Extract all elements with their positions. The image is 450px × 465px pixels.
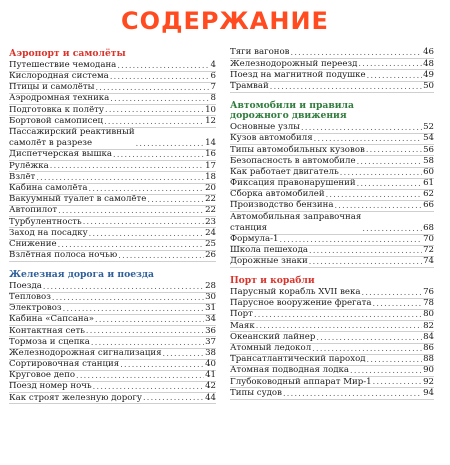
toc-entry-title: Кислородная система bbox=[9, 71, 109, 82]
toc-entry-title: Парусный корабль XVII века bbox=[230, 287, 361, 298]
toc-entry-page: 4 bbox=[210, 59, 216, 70]
dot-leader bbox=[357, 157, 422, 167]
toc-entry-title: Сборка автомобилей bbox=[230, 189, 325, 200]
toc-entry-page: 14 bbox=[205, 138, 216, 149]
toc-entry-title: Сортировочная станция bbox=[9, 359, 120, 370]
dot-leader bbox=[270, 82, 422, 92]
dot-leader bbox=[43, 282, 204, 292]
toc-entry-title: Как работает двигатель bbox=[230, 166, 339, 177]
toc-entry[interactable] bbox=[9, 349, 216, 360]
toc-entry-title: Диспетчерская вышка bbox=[9, 149, 112, 160]
toc-entry-title: Глубоководный аппарат Мир-1 bbox=[230, 376, 372, 387]
toc-entry-page: 12 bbox=[205, 115, 216, 126]
toc-entry-title: Аэродромная техника bbox=[9, 93, 110, 104]
toc-entry[interactable] bbox=[9, 393, 216, 404]
dot-leader bbox=[283, 389, 422, 399]
toc-entry[interactable] bbox=[9, 94, 216, 105]
toc-entry[interactable] bbox=[9, 61, 216, 72]
toc-entry-page: 37 bbox=[205, 336, 216, 347]
toc-entry-page: 94 bbox=[423, 387, 434, 398]
toc-entry-page: 18 bbox=[205, 171, 216, 182]
toc-entry[interactable] bbox=[9, 172, 216, 183]
toc-entry-title: Круговое депо bbox=[9, 370, 75, 381]
dot-leader bbox=[163, 349, 205, 359]
dot-leader bbox=[312, 344, 422, 354]
dot-leader bbox=[256, 321, 422, 331]
toc-entry[interactable] bbox=[230, 59, 434, 70]
toc-entry[interactable] bbox=[230, 201, 434, 212]
toc-entry-page: 38 bbox=[205, 347, 216, 358]
toc-entry[interactable] bbox=[9, 217, 216, 228]
toc-entry-title: Поезд номер ночь bbox=[9, 381, 92, 392]
section-heading: Аэропорт и самолёты bbox=[9, 48, 126, 59]
dot-leader bbox=[373, 377, 422, 387]
dot-leader bbox=[95, 315, 204, 325]
dot-leader bbox=[117, 61, 209, 71]
dot-leader bbox=[358, 59, 422, 69]
toc-entry-title: Электровоз bbox=[9, 303, 62, 314]
toc-entry[interactable] bbox=[9, 161, 216, 172]
toc-entry-title: Типы автомобильных кузовов bbox=[230, 144, 365, 155]
toc-entry[interactable] bbox=[230, 332, 434, 343]
toc-entry-title: Турбулентность bbox=[9, 216, 82, 227]
dot-leader bbox=[309, 257, 422, 267]
toc-entry[interactable] bbox=[9, 251, 216, 262]
toc-entry[interactable] bbox=[230, 134, 434, 145]
dot-leader bbox=[88, 184, 204, 194]
toc-entry-page: 41 bbox=[205, 370, 216, 381]
toc-entry-title: Тепловоз bbox=[9, 291, 51, 302]
dot-leader bbox=[91, 338, 204, 348]
toc-entry-page: 80 bbox=[423, 309, 434, 320]
dot-leader bbox=[63, 304, 204, 314]
toc-entry[interactable] bbox=[230, 299, 434, 310]
dot-leader bbox=[89, 229, 204, 239]
section-heading: Автомобили и правила дорожного движения bbox=[230, 99, 354, 122]
toc-entry[interactable] bbox=[9, 326, 216, 337]
dot-leader bbox=[309, 246, 422, 256]
toc-entry-page: 54 bbox=[423, 133, 434, 144]
dot-leader bbox=[301, 123, 422, 133]
toc-entry-title: Океанский лайнер bbox=[230, 331, 316, 342]
toc-column-left bbox=[9, 48, 216, 404]
page-title: СОДЕРЖАНИЕ bbox=[121, 7, 329, 35]
toc-entry-title: Бортовой самописец bbox=[9, 115, 104, 126]
toc-entry-page: 22 bbox=[205, 194, 216, 205]
toc-entry[interactable] bbox=[9, 371, 216, 382]
section-gap bbox=[9, 262, 216, 269]
toc-entry-title: Подготовка к полёту bbox=[9, 104, 104, 115]
toc-entry-title: Железнодорожный переезд bbox=[230, 58, 358, 69]
toc-entry-title: Взлётная полоса ночью bbox=[9, 250, 118, 261]
toc-entry-page: 6 bbox=[210, 71, 216, 82]
toc-entry-title: Школа пешехода bbox=[230, 245, 308, 256]
toc-entry[interactable] bbox=[230, 377, 434, 388]
toc-entry-page: 78 bbox=[423, 298, 434, 309]
toc-entry-title: Основные узлы bbox=[230, 122, 301, 133]
toc-entry-page: 26 bbox=[205, 250, 216, 261]
toc-entry-page: 72 bbox=[423, 245, 434, 256]
toc-entry-page: 40 bbox=[205, 359, 216, 370]
toc-entry[interactable] bbox=[230, 321, 434, 332]
toc-entry-page: 48 bbox=[423, 58, 434, 69]
toc-entry[interactable] bbox=[230, 288, 434, 299]
toc-entry-page: 34 bbox=[205, 314, 216, 325]
dot-leader bbox=[314, 134, 422, 144]
toc-entry[interactable] bbox=[230, 388, 434, 399]
toc-entry-page: 86 bbox=[423, 343, 434, 354]
dot-leader bbox=[291, 48, 423, 58]
toc-entry-page: 10 bbox=[205, 104, 216, 115]
toc-entry-title: Порт bbox=[230, 309, 253, 320]
dot-leader bbox=[110, 72, 210, 82]
toc-entry-page: 70 bbox=[423, 234, 434, 245]
toc-entry[interactable] bbox=[9, 150, 216, 161]
dot-leader bbox=[340, 168, 422, 178]
toc-entry[interactable] bbox=[9, 83, 216, 94]
dot-leader bbox=[357, 179, 422, 189]
toc-entry-title: Как строят железную дорогу bbox=[9, 392, 142, 403]
dot-leader bbox=[113, 150, 204, 160]
toc-entry-title: Трамвай bbox=[230, 80, 269, 91]
toc-entry-title: Трансатлантический пароход bbox=[230, 354, 366, 365]
toc-entry-page: 74 bbox=[423, 256, 434, 267]
toc-entry-title: Парусное вооружение фрегата bbox=[230, 298, 372, 309]
toc-entry-page: 56 bbox=[423, 144, 434, 155]
toc-entry[interactable] bbox=[230, 168, 434, 179]
toc-entry-page: 84 bbox=[423, 331, 434, 342]
toc-entry[interactable] bbox=[9, 116, 216, 127]
toc-entry[interactable] bbox=[9, 281, 216, 292]
toc-column-right bbox=[230, 48, 434, 400]
dot-leader bbox=[326, 190, 422, 200]
toc-entry-page: 60 bbox=[423, 166, 434, 177]
dot-leader bbox=[143, 393, 204, 403]
toc-entry-page: 50 bbox=[423, 80, 434, 91]
toc-entry[interactable] bbox=[9, 228, 216, 239]
toc-entry-page: 17 bbox=[205, 160, 216, 171]
toc-entry-page: 7 bbox=[210, 82, 216, 93]
toc-entry[interactable] bbox=[9, 315, 216, 326]
toc-entry[interactable] bbox=[9, 206, 216, 217]
toc-entry-title: Атомная подводная лодка bbox=[230, 365, 350, 376]
dot-leader bbox=[366, 145, 422, 155]
toc-entry-title: Фиксация правонарушений bbox=[230, 178, 356, 189]
toc-entry-page: 20 bbox=[205, 182, 216, 193]
dot-leader bbox=[350, 366, 422, 376]
toc-entry-page: 30 bbox=[205, 291, 216, 302]
toc-entry-title: Тяги вагонов bbox=[230, 47, 290, 58]
toc-entry-page: 31 bbox=[205, 303, 216, 314]
toc-entry-page: 46 bbox=[423, 47, 434, 58]
toc-entry-title: Контактная сеть bbox=[9, 325, 85, 336]
toc-entry-page: 90 bbox=[423, 365, 434, 376]
toc-entry[interactable] bbox=[230, 70, 434, 81]
section-gap bbox=[230, 93, 434, 100]
dot-leader bbox=[95, 83, 209, 93]
dot-leader bbox=[373, 299, 423, 309]
dot-leader bbox=[83, 217, 204, 227]
toc-entry[interactable] bbox=[230, 48, 434, 59]
toc-entry-title: Маяк bbox=[230, 320, 255, 331]
toc-entry[interactable] bbox=[9, 382, 216, 393]
dot-leader bbox=[36, 173, 204, 183]
toc-entry-page: 23 bbox=[205, 216, 216, 227]
dot-leader bbox=[93, 382, 204, 392]
dot-leader bbox=[362, 288, 423, 298]
toc-entry[interactable] bbox=[230, 212, 434, 234]
toc-entry[interactable] bbox=[230, 235, 434, 246]
dot-leader bbox=[50, 161, 204, 171]
toc-entry-title: Производство бензина bbox=[230, 200, 334, 211]
toc-entry[interactable] bbox=[9, 184, 216, 195]
toc-entry[interactable] bbox=[230, 344, 434, 355]
toc-entry-title: Атомный ледокол bbox=[230, 343, 312, 354]
toc-entry[interactable] bbox=[9, 240, 216, 251]
dot-leader bbox=[362, 224, 422, 234]
toc-entry-page: 44 bbox=[205, 392, 216, 403]
toc-entry-title: Кузов автомобиля bbox=[230, 133, 313, 144]
section-heading: Железная дорога и поезда bbox=[9, 268, 154, 280]
toc-entry[interactable] bbox=[230, 355, 434, 366]
dot-leader bbox=[58, 240, 204, 250]
toc-entry-title: Пассажирский реактивный самолёт в разрезе bbox=[9, 127, 135, 149]
dot-leader bbox=[147, 195, 204, 205]
toc-entry-page: 88 bbox=[423, 354, 434, 365]
toc-entry[interactable] bbox=[230, 82, 434, 93]
dot-leader bbox=[52, 293, 204, 303]
dot-leader bbox=[76, 371, 204, 381]
toc-entry-title: Тормоза и сцепка bbox=[9, 336, 90, 347]
dot-leader bbox=[118, 251, 204, 261]
toc-entry-page: 68 bbox=[423, 222, 434, 233]
toc-entry-page: 36 bbox=[205, 325, 216, 336]
toc-entry[interactable] bbox=[9, 72, 216, 83]
dot-leader bbox=[104, 117, 204, 127]
toc-entry-title: Поезд на магнитной подушке bbox=[230, 69, 366, 80]
toc-entry[interactable] bbox=[9, 128, 216, 150]
toc-entry-page: 58 bbox=[423, 155, 434, 166]
toc-entry-title: Заход на посадку bbox=[9, 227, 88, 238]
toc-entry-page: 76 bbox=[423, 287, 434, 298]
dot-leader bbox=[120, 360, 204, 370]
toc-entry-title: Снижение bbox=[9, 238, 57, 249]
dot-leader bbox=[105, 105, 204, 115]
toc-entry[interactable] bbox=[230, 156, 434, 167]
toc-entry-title: Путешествие чемодана bbox=[9, 59, 117, 70]
dot-leader bbox=[58, 206, 204, 216]
toc-entry-title: Кабина самолёта bbox=[9, 182, 88, 193]
dot-leader bbox=[110, 94, 209, 104]
toc-entry-title: Дорожные знаки bbox=[230, 256, 308, 267]
toc-entry-title: Типы судов bbox=[230, 387, 282, 398]
toc-entry-page: 52 bbox=[423, 122, 434, 133]
toc-entry-title: Рулёжка bbox=[9, 160, 49, 171]
toc-entry[interactable] bbox=[9, 337, 216, 348]
dot-leader bbox=[334, 201, 422, 211]
toc-entry-page: 82 bbox=[423, 320, 434, 331]
toc-entry[interactable] bbox=[230, 366, 434, 377]
toc-entry-title: Поезда bbox=[9, 280, 42, 291]
toc-entry-page: 61 bbox=[423, 178, 434, 189]
toc-entry[interactable] bbox=[9, 360, 216, 371]
toc-entry-page: 49 bbox=[423, 69, 434, 80]
toc-entry-title: Автопилот bbox=[9, 205, 58, 216]
dot-leader bbox=[367, 71, 422, 81]
toc-entry[interactable] bbox=[9, 293, 216, 304]
toc-entry-page: 24 bbox=[205, 227, 216, 238]
toc-entry[interactable] bbox=[9, 195, 216, 206]
dot-leader bbox=[316, 333, 422, 343]
toc-entry[interactable] bbox=[230, 257, 434, 268]
toc-entry-page: 22 bbox=[205, 205, 216, 216]
toc-entry-title: Безопасность в автомобиле bbox=[230, 155, 356, 166]
toc-entry-page: 92 bbox=[423, 376, 434, 387]
toc-entry-page: 62 bbox=[423, 189, 434, 200]
toc-entry-page: 42 bbox=[205, 381, 216, 392]
dot-leader bbox=[136, 139, 204, 149]
toc-entry-title: Автомобильная заправочная станция bbox=[230, 212, 362, 233]
toc-entry-title: Формула-1 bbox=[230, 234, 279, 245]
toc-entry-page: 25 bbox=[205, 238, 216, 249]
toc-entry-title: Вакуумный туалет в самолёте bbox=[9, 194, 147, 205]
toc-entry[interactable] bbox=[9, 105, 216, 116]
toc-entry-title: Птицы и самолёты bbox=[9, 82, 95, 93]
dot-leader bbox=[367, 355, 423, 365]
section-heading: Порт и корабли bbox=[230, 275, 315, 287]
toc-entry-page: 28 bbox=[205, 280, 216, 291]
toc-entry-page: 66 bbox=[423, 200, 434, 211]
toc-entry[interactable] bbox=[230, 246, 434, 257]
section-gap bbox=[230, 268, 434, 275]
toc-entry-page: 8 bbox=[210, 93, 216, 104]
toc-entry-title: Взлёт bbox=[9, 171, 36, 182]
toc-entry-title: Железнодорожная сигнализация bbox=[9, 347, 162, 358]
toc-entry[interactable] bbox=[230, 145, 434, 156]
toc-entry-title: Кабина «Сапсана» bbox=[9, 314, 94, 325]
dot-leader bbox=[86, 326, 204, 336]
toc-entry[interactable] bbox=[230, 310, 434, 321]
dot-leader bbox=[254, 310, 422, 320]
toc-entry-page: 16 bbox=[205, 149, 216, 160]
dot-leader bbox=[280, 235, 423, 245]
